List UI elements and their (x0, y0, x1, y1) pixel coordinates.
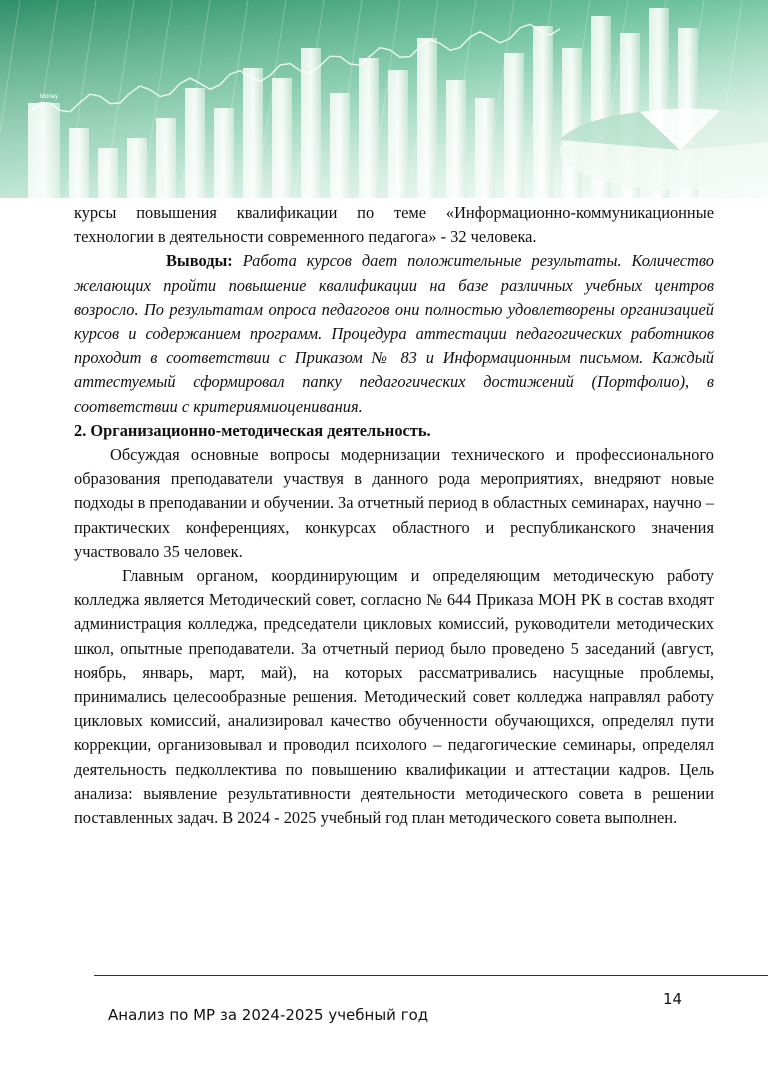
page-number: 14 (663, 990, 683, 1008)
paragraph-courses: курсы повышения квалификации по теме «Информационно-коммуникационные технологии в деятельности современного педагога» - 32 человека. (74, 203, 714, 247)
section-heading: 2. Организационно-методическая деятельность. (74, 420, 431, 440)
conclusions-text: Работа курсов дает положительные результаты. Количество желающих пройти повышение квалификации на базе различных учебных центров возросло. По результатам опроса педагогов они полностью удовлетворены организацией курсов и содержанием программ. Процедура аттестации педагогических работников проходит в соответствии с Приказом № 83 и Информационным письмом. Каждый аттестуемый сформировал папку педагогических достижений (Портфолио), в соответствии с критериямиоценивания. (74, 251, 714, 416)
paragraph-modernization: Обсуждая основные вопросы модернизации технического и профессионального образования преподаватели участвуя в данного рода мероприятиях, внедряют новые подходы в преподавании и обучении. За отчетный период в областных семинарах, научно – практических конференциях, конкурсах областного и республиканского значения участвовало 35 человек. (74, 445, 714, 561)
banner-money-label: Money (40, 94, 59, 100)
footer-title: Анализ по МР за 2024-2025 учебный год (108, 1006, 429, 1024)
footer-divider (94, 975, 768, 976)
header-banner-image (0, 0, 768, 198)
document-body (74, 201, 714, 830)
conclusions-paragraph (74, 249, 714, 418)
conclusions-label: Выводы: (166, 251, 233, 271)
paragraph-methodical-council: Главным органом, координирующим и определяющим методическую работу колледжа является Методический совет, согласно № 644 Приказа МОН РК в состав входят администрация колледжа, председатели цикловых комиссий, руководители методических школ, опытные преподаватели. За отчетный период было проведено 5 заседаний (август, ноябрь, январь, март, май), на которых рассматривались насущные проблемы, принимались целесообразные решения. Методический совет колледжа направлял работу цикловых комиссий, анализировал качество обученности обучающихся, определял пути коррекции, организовывал и проводил психолого – педагогические семинары, определял деятельность педколлектива по повышению квалификации и аттестации кадров. Цель анализа: выявление результативности деятельности методического совета в решении поставленных задач. В 2024 - 2025 учебный год план методического совета выполнен. (74, 566, 714, 828)
